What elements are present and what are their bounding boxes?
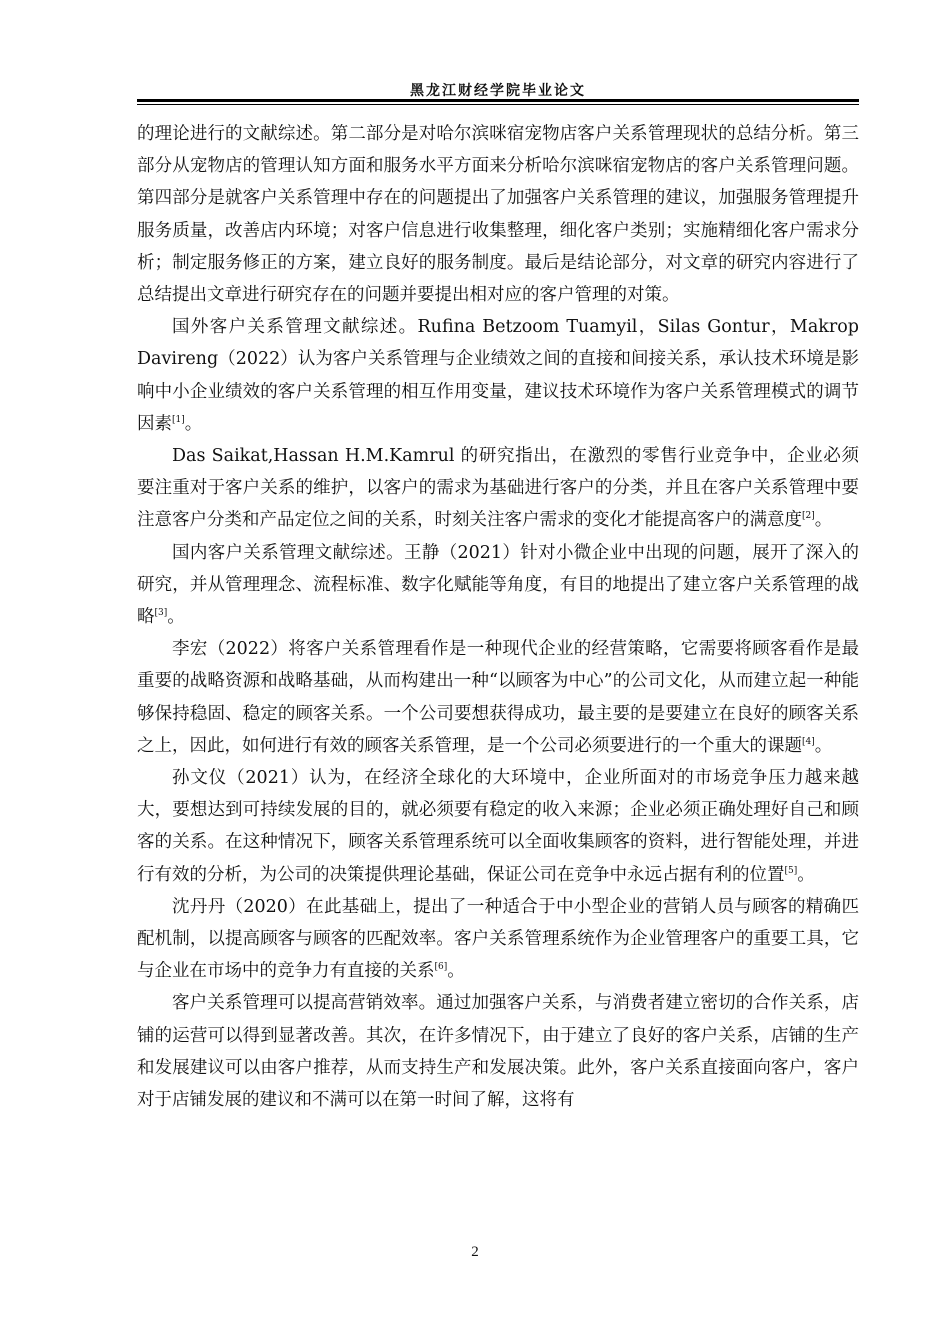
body-text (137, 118, 859, 1116)
paragraph-domestic-review: 国内客户关系管理文献综述。王静（2021）针对小微企业中出现的问题，展开了深入的研究，并从管理理念、流程标准、数字化赋能等角度，有目的地提出了建立客户关系管理的战略[3]。 (137, 542, 859, 628)
citation-marker: [2] (802, 511, 815, 522)
paragraph-foreign-review: 国外客户关系管理文献综述。Rufina Betzoom Tuamyil，Silas Gontur，Makrop Davireng（2022）认为客户关系管理与企业绩效之间的直接和间接关系，承认技术环境是影响中小企业绩效的客户关系管理的相互作用变量，建议技术环境作为客户关系管理模式的调节因素[1]。 (137, 317, 859, 434)
running-header: 黑龙江财经学院毕业论文 (410, 83, 586, 99)
citation-marker: [5] (784, 865, 798, 876)
paragraph-das-saikat: Das Saikat,Hassan H.M.Kamrul 的研究指出，在激烈的零售行业竞争中，企业必须要注重对于客户关系的维护，以客户的需求为基础进行客户的分类，并且在客户关系管理中要注意客户分类和产品定位之间的关系，时刻关注客户需求的变化才能提高客户的满意度[2]。 (137, 446, 859, 531)
citation-marker: [1] (172, 415, 185, 425)
header-rule-thin (137, 104, 859, 105)
page-number: 2 (471, 1244, 479, 1260)
citation-marker: [6] (434, 962, 448, 973)
paragraph-li-hong: 李宏（2022）将客户关系管理看作是一种现代企业的经营策略，它需要将顾客看作是最重要的战略资源和战略基础，从而构建出一种“以顾客为中心”的公司文化，从而建立起一种能够保持稳固、稳定的顾客关系。一个公司要想获得成功，最主要的是要建立在良好的顾客关系之上，因此，如何进行有效的顾客关系管理，是一个公司必须要进行的一个重大的课题[4]。 (137, 639, 859, 756)
citation-marker: [3] (154, 608, 168, 619)
paragraph-sun-wenyi: 孙文仪（2021）认为，在经济全球化的大环境中，企业所面对的市场竞争压力越来越大，要想达到可持续发展的目的，就必须要有稳定的收入来源；企业必须正确处理好自己和顾客的关系。在这种情况下，顾客关系管理系统可以全面收集顾客的资料，进行智能处理，并进行有效的分析，为公司的决策提供理论基础，保证公司在竞争中永远占据有利的位置[5]。 (137, 768, 859, 885)
header-rule-thick (137, 99, 859, 102)
paragraph-marketing-efficiency: 客户关系管理可以提高营销效率。通过加强客户关系，与消费者建立密切的合作关系，店铺的运营可以得到显著改善。其次，在许多情况下，由于建立了良好的客户关系，店铺的生产和发展建议可以由客户推荐，从而支持生产和发展决策。此外，客户关系直接面向客户，客户对于店铺发展的建议和不满可以在第一时间了解，这将有 (137, 993, 859, 1111)
citation-marker: [4] (802, 737, 815, 748)
paragraph-continuation: 的理论进行的文献综述。第二部分是对哈尔滨咪宿宠物店客户关系管理现状的总结分析。第三部分从宠物店的管理认知方面和服务水平方面来分析哈尔滨咪宿宠物店的客户关系管理问题。第四部分是就客户关系管理中存在的问题提出了加强客户关系管理的建议，加强服务管理提升服务质量，改善店内环境；对客户信息进行收集整理，细化客户类别；实施精细化客户需求分析；制定服务修正的方案，建立良好的服务制度。最后是结论部分，对文章的研究内容进行了总结提出文章进行研究存在的问题并要提出相对应的客户管理的对策。 (137, 124, 859, 306)
paragraph-shen-dandan: 沈丹丹（2020）在此基础上，提出了一种适合于中小型企业的营销人员与顾客的精确匹配机制，以提高顾客与顾客的匹配效率。客户关系管理系统作为企业管理客户的重要工具，它与企业在市场中的竞争力有直接的关系[6]。 (137, 896, 859, 982)
